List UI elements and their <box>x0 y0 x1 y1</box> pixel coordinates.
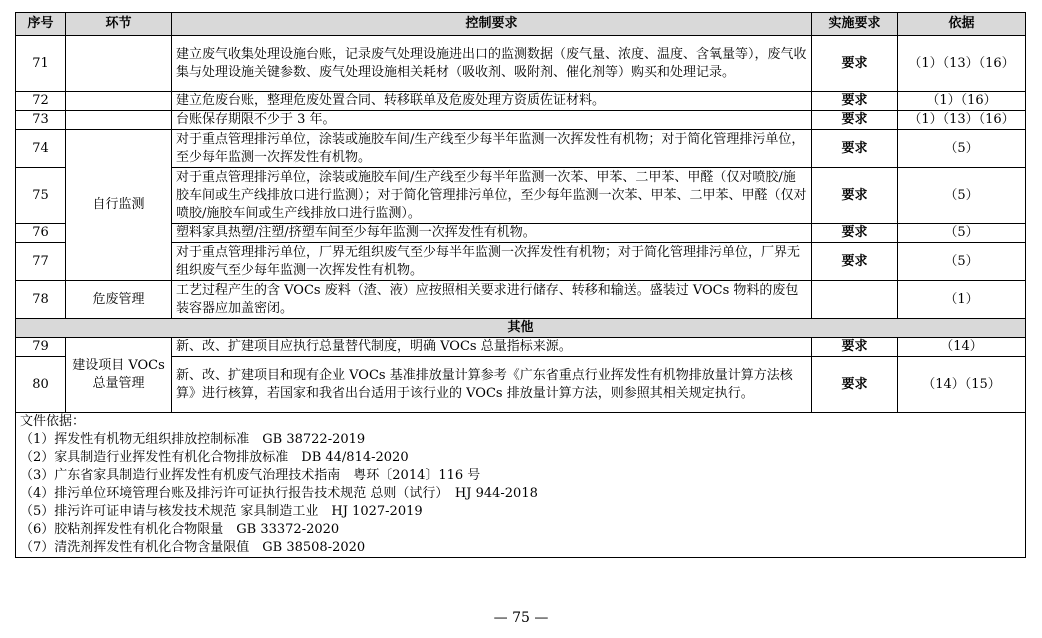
stage-hazardous-waste: 危废管理 <box>66 281 172 319</box>
document-item: （1）挥发性有机物无组织排放控制标准 GB 38722-2019 <box>20 432 366 447</box>
row-no: 76 <box>16 224 66 243</box>
table-header-row <box>16 13 1026 36</box>
stage-total-management: 建设项目 VOCs 总量管理 <box>66 338 172 413</box>
row-requirement: 对于重点管理排污单位，涂装或施胶车间/生产线至少每半年监测一次苯、甲苯、二甲苯、甲醛（仅对喷胶/施胶车间或生产线排放口进行监测）；对于简化管理排污单位，至少每年监测一次苯、甲苯、二甲苯、甲醛（仅对喷胶/施胶车间或生产线排放口进行监测）。 <box>172 168 812 224</box>
row-no: 80 <box>16 357 66 413</box>
row-impl: 要求 <box>812 224 898 243</box>
header-basis: 依据 <box>898 13 1026 36</box>
document-item: （2）家具制造行业挥发性有机化合物排放标准 DB 44/814-2020 <box>20 450 409 465</box>
row-basis: （5） <box>898 243 1026 281</box>
row-impl: 要求 <box>812 168 898 224</box>
documents-title: 文件依据： <box>20 414 86 429</box>
document-item: （5）排污许可证申请与核发技术规范 家具制造工业 HJ 1027-2019 <box>20 504 423 519</box>
row-no: 77 <box>16 243 66 281</box>
row-stage <box>66 111 172 130</box>
row-stage <box>66 92 172 111</box>
table-row <box>16 111 1026 130</box>
row-impl: 要求 <box>812 130 898 168</box>
row-basis: （14）（15） <box>898 357 1026 413</box>
header-impl: 实施要求 <box>812 13 898 36</box>
page-number: — 75 — <box>493 610 549 626</box>
row-impl: 要求 <box>812 111 898 130</box>
row-stage <box>66 36 172 92</box>
row-requirement: 新、改、扩建项目应执行总量替代制度，明确 VOCs 总量指标来源。 <box>172 338 812 357</box>
row-impl <box>812 281 898 319</box>
row-requirement: 工艺过程产生的含 VOCs 废料（渣、液）应按照相关要求进行储存、转移和输送。盛装过 VOCs 物料的废包装容器应加盖密闭。 <box>172 281 812 319</box>
table-row <box>16 36 1026 92</box>
document-item: （3）广东省家具制造行业挥发性有机废气治理技术指南 粤环〔2014〕116 号 <box>20 468 481 483</box>
header-no: 序号 <box>16 13 66 36</box>
row-impl: 要求 <box>812 36 898 92</box>
table-row <box>16 281 1026 319</box>
row-requirement: 建立危废台账，整理危废处置合同、转移联单及危废处理方资质佐证材料。 <box>172 92 812 111</box>
row-basis: （5） <box>898 224 1026 243</box>
table-row <box>16 130 1026 168</box>
section-row-other <box>16 319 1026 338</box>
row-no: 71 <box>16 36 66 92</box>
header-control: 控制要求 <box>172 13 812 36</box>
row-basis: （1）（16） <box>898 92 1026 111</box>
document-item: （4）排污单位环境管理台账及排污许可证执行报告技术规范 总则（试行） HJ 944-2018 <box>20 486 538 501</box>
row-basis: （1）（13）（16） <box>898 36 1026 92</box>
document-item: （6）胶粘剂挥发性有机化合物限量 GB 33372-2020 <box>20 522 340 537</box>
documents-row <box>16 413 1026 558</box>
row-basis: （1）（13）（16） <box>898 111 1026 130</box>
row-impl: 要求 <box>812 357 898 413</box>
stage-self-monitoring: 自行监测 <box>66 130 172 281</box>
section-title: 其他 <box>16 319 1026 338</box>
document-item: （7）清洗剂挥发性有机化合物含量限值 GB 38508-2020 <box>20 540 366 555</box>
row-impl: 要求 <box>812 243 898 281</box>
row-no: 79 <box>16 338 66 357</box>
row-basis: （14） <box>898 338 1026 357</box>
row-requirement: 建立废气收集处理设施台账，记录废气处理设施进出口的监测数据（废气量、浓度、温度、含氧量等），废气收集与处理设施关键参数、废气处理设施相关耗材（吸收剂、吸附剂、催化剂等）购买和处理记录。 <box>172 36 812 92</box>
row-requirement: 塑料家具热塑/注塑/挤塑车间至少每年监测一次挥发性有机物。 <box>172 224 812 243</box>
row-requirement: 对于重点管理排污单位，厂界无组织废气至少每半年监测一次挥发性有机物；对于简化管理排污单位，厂界无组织废气至少每年监测一次挥发性有机物。 <box>172 243 812 281</box>
table-row <box>16 92 1026 111</box>
row-no: 74 <box>16 130 66 168</box>
documents-cell <box>16 413 1026 558</box>
row-no: 78 <box>16 281 66 319</box>
row-impl: 要求 <box>812 338 898 357</box>
row-requirement: 对于重点管理排污单位，涂装或施胶车间/生产线至少每半年监测一次挥发性有机物；对于简化管理排污单位，至少每年监测一次挥发性有机物。 <box>172 130 812 168</box>
row-impl: 要求 <box>812 92 898 111</box>
row-basis: （5） <box>898 130 1026 168</box>
table-row <box>16 338 1026 357</box>
row-no: 73 <box>16 111 66 130</box>
row-requirement: 新、改、扩建项目和现有企业 VOCs 基准排放量计算参考《广东省重点行业挥发性有机物排放量计算方法核算》进行核算，若国家和我省出台适用于该行业的 VOCs 排放量计算方法，则参照其相关规定执行。 <box>172 357 812 413</box>
control-requirements-table <box>15 12 1026 558</box>
row-requirement: 台账保存期限不少于 3 年。 <box>172 111 812 130</box>
row-no: 72 <box>16 92 66 111</box>
row-no: 75 <box>16 168 66 224</box>
header-stage: 环节 <box>66 13 172 36</box>
row-basis: （5） <box>898 168 1026 224</box>
row-basis: （1） <box>898 281 1026 319</box>
